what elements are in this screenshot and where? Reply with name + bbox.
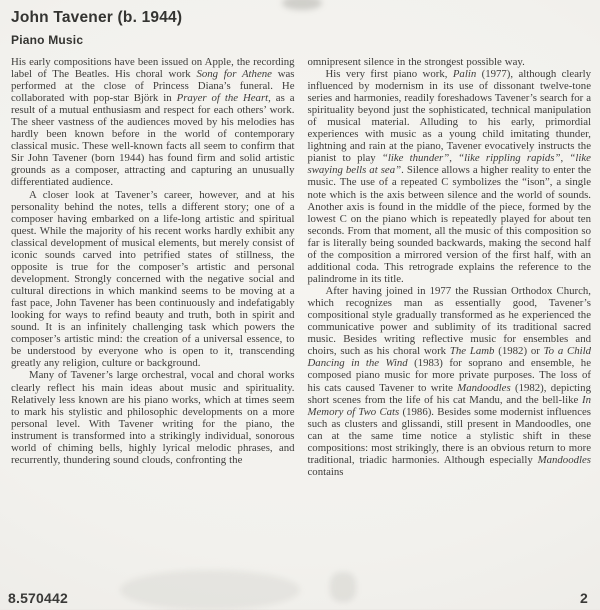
text-segment: omnipresent silence in the strongest possible way. — [307, 55, 525, 68]
text-segment: (1983) for soprano and ensemble, he composed piano music for more private purposes. The loss of his cats caused Tavener to write — [307, 357, 591, 394]
text-segment: After having joined in 1977 the Russian Orthodox Church, which recognizes man as essentially good, Tavener’s compositional style gradually transformed as he experienced the communicative power and sublimity of its traditional sacred music. Besides writing reflective music for ensembles and choirs, such as his choral work — [307, 285, 591, 358]
catalog-number: 8.570442 — [8, 590, 68, 606]
italic-text-segment: Prayer of the Heart — [176, 92, 269, 104]
paragraph — [11, 369, 295, 466]
italic-text-segment: Palin — [452, 67, 477, 80]
text-segment: contains — [307, 465, 344, 478]
italic-text-segment: To a Child Dancing in the Wind — [307, 345, 592, 370]
italic-text-segment: Mandoodles — [457, 381, 511, 394]
text-segment: , as a result of a mutual enthusiasm and respect for each others’ work. The sheer vastness of the audiences moved by his melodies has hardly been known before in the world of contemporary classical music. These well-known facts all seem to confirm that Sir John Tavener (born 1944) has found firm and solid artistic grounds as a composer, attracting and capturing an unusually differentiated audience. — [11, 92, 295, 189]
italic-text-segment: “like thunder” — [381, 152, 450, 165]
right-column — [308, 56, 592, 478]
italic-text-segment: In Memory of Two Cats — [307, 393, 591, 418]
italic-text-segment: Mandoodles — [537, 453, 591, 466]
paragraph — [308, 285, 592, 478]
page-number: 2 — [580, 590, 588, 606]
page-title: John Tavener (b. 1944) — [11, 9, 183, 26]
text-segment: Many of Tavener’s large orchestral, vocal and choral works clearly reflect his main ideas about music and spirituality. Relatively less known are his piano works, which at times seem to mark his stylistic and philosophic developments on a more personal level. With Tavener writing for the piano, the instrument is transformed into a strikingly individual, sonorous world of chiming bells, highly lyrical melodic phrases, and recurrently, thundering sound clouds, confronting the — [11, 369, 295, 466]
paragraph — [11, 56, 295, 189]
page-subtitle: Piano Music — [11, 32, 84, 47]
italic-text-segment: The Lamb — [449, 345, 495, 358]
paragraph — [11, 189, 295, 370]
text-segment: A closer look at Tavener’s career, however, and at his personality behind the notes, tells a different story; one of a composer having embarked on a life-long artistic and spiritual quest. While the majority of his recent works hardly exhibit any classical development of musical elements, but merely consist of iconic sounds carved into petrified states of stillness, the opposite is true for the composer’s artistic and personal development. Strongly concerned with the negative social and cultural directions in which mankind seems to be moving at a fast pace, John Tavener has been continuously and indefatigably looking for ways to refind beauty and truth, both in spirit and sound. It is an infinitely challenging task which powers the composer’s artistic mind: the creation of a universal essence, to be understood by everyone who is open to it, transcending greatly any religion, culture or background. — [11, 188, 295, 370]
left-column — [11, 56, 295, 478]
text-segment: His early compositions have been issued on Apple, the recording label of The Beatles. His choral work — [11, 55, 295, 80]
italic-text-segment: Song for Athene — [196, 67, 272, 80]
two-column-text — [0, 47, 600, 478]
text-segment: was performed at the close of Princess Diana’s funeral. He collaborated with pop-star Björk in — [11, 67, 295, 104]
text-segment: (1986). Besides some modernist influences such as clusters and glissandi, still present in Mandoodles, one can at the same time notice a stylistic shift in these compositions: most strikingly, there is an obvious return to more traditional, triadic harmonies. Although especially — [307, 405, 591, 466]
italic-text-segment: “like rippling rapids” — [458, 152, 561, 165]
text-segment: (1982), depicting short scenes from the life of his cat Mandu, and the bell-like — [307, 381, 591, 406]
text-segment: (1982) or — [494, 345, 544, 358]
paragraph — [308, 68, 592, 285]
text-segment: , — [560, 152, 570, 165]
paragraph — [308, 56, 592, 68]
italic-text-segment: “like swaying bells at sea” — [307, 152, 591, 177]
text-segment: , — [449, 152, 459, 165]
text-segment: . Silence allows a higher reality to enter the music. The use of a repeated C symbolizes the “ison”, a single note which is the axis between silence and the world of sounds. Another axis is found in the middle of the piece, formed by the lowest C on the piano which is repeatedly played for about ten seconds. From that moment, all the music of this composition so far is literally being sounded backwards, making the second half of the composition a mirrored version of the first half, with an additional coda. This retrograde explains the reference to the palindrome in its title. — [307, 164, 592, 285]
page-footer — [0, 590, 600, 606]
text-segment: His very first piano work, — [325, 67, 453, 80]
page-header — [0, 0, 600, 47]
text-segment: (1977), although clearly influenced by modernism in its use of dissonant twelve-tone series and harmonies, readily foreshadows Tavener’s search for a spirituality beyond just the sophisticated, technical manipulation of musical material. Alluding to his early, primordial experiences with music as a young child imitating thunder, lightning and rain at the piano, Tavener evocatively instructs the pianist to play — [307, 67, 591, 165]
